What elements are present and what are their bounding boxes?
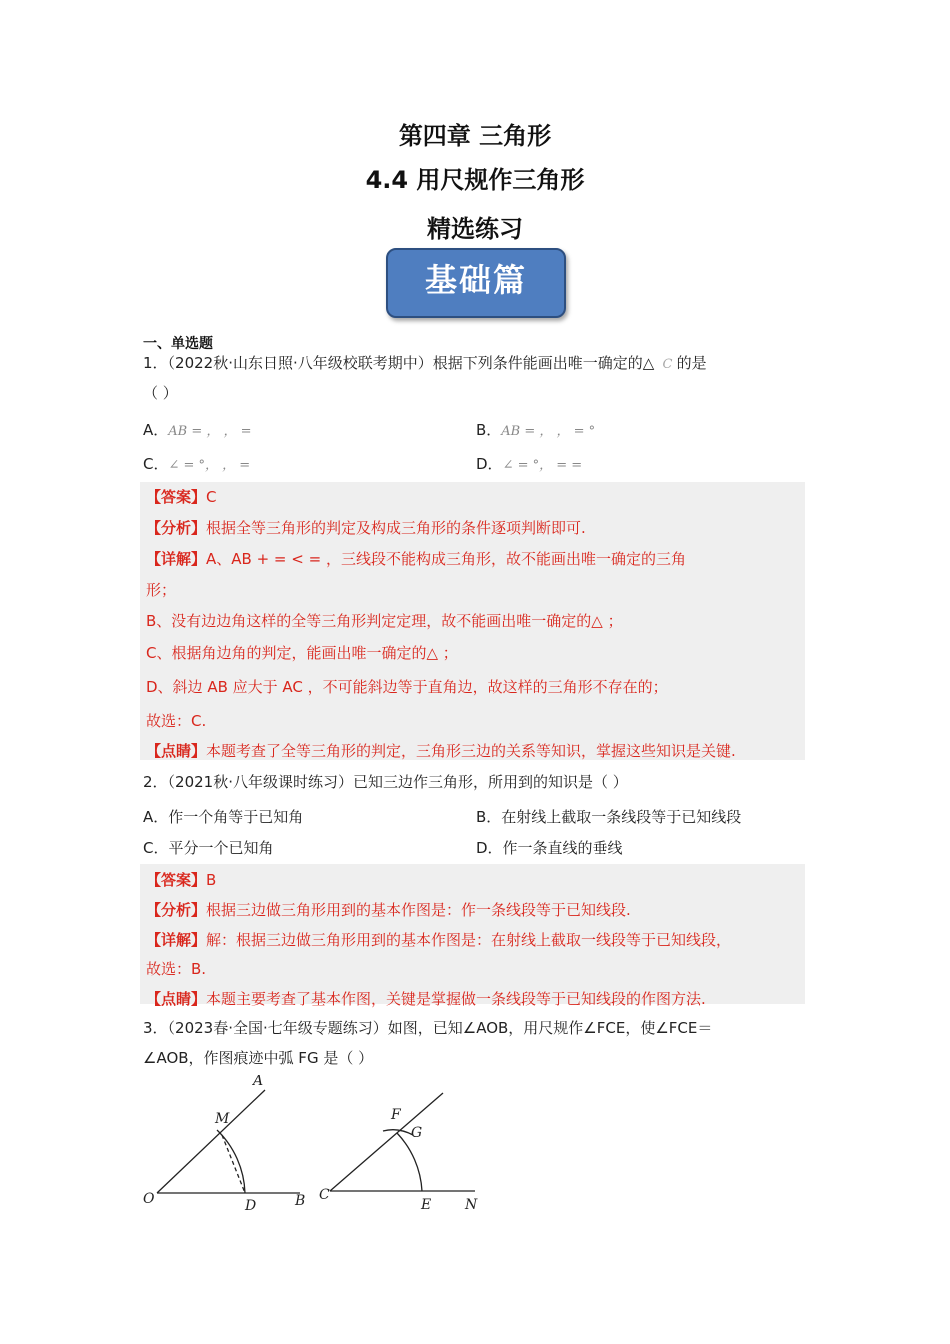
q1-detail-cont: 形； bbox=[146, 581, 177, 599]
q2-stem: 2．（2021秋·八年级课时练习）已知三边作三角形，所用到的知识是（ ） bbox=[143, 773, 628, 791]
q1-comment: 【点睛】本题考查了全等三角形的判定，三角形三边的关系等知识，掌握这些知识是关键. bbox=[146, 742, 736, 760]
q2-choice: 故选：B. bbox=[146, 960, 207, 978]
section-label: 一、单选题 bbox=[143, 336, 213, 352]
label-a: A bbox=[253, 1075, 264, 1089]
q1-option-a-math: AB = ， ， = bbox=[168, 424, 252, 439]
badge-label: 基础篇 bbox=[424, 261, 527, 299]
q2-analysis: 【分析】根据三边做三角形用到的基本作图是：作一条线段等于已知线段. bbox=[146, 901, 631, 919]
q1-detail-d: D、斜边 AB 应大于 AC ，不可能斜边等于直角边，故这样的三角形不存在的； bbox=[146, 678, 668, 696]
dashed-md bbox=[222, 1135, 245, 1193]
q1-analysis: 【分析】根据全等三角形的判定及构成三角形的条件逐项判断即可. bbox=[146, 519, 586, 537]
q1-option-d-math: ∠ = °， = = bbox=[502, 458, 583, 473]
section-title: 4.4 用尺规作三角形 bbox=[365, 166, 585, 194]
ray-cf bbox=[330, 1093, 443, 1191]
q2-comment: 【点睛】本题主要考查了基本作图，关键是掌握做一条线段等于已知线段的作图方法. bbox=[146, 990, 706, 1008]
q1-option-c[interactable] bbox=[143, 453, 250, 474]
label-c: C bbox=[319, 1187, 330, 1203]
q1-option-a-label: A． bbox=[143, 421, 169, 439]
label-m: M bbox=[215, 1111, 230, 1127]
q1-option-c-math: ∠ = °， ， = bbox=[168, 458, 251, 473]
q1-stem: 1．（2022秋·山东日照·八年级校联考期中）根据下列条件能画出唯一确定的△ C 的是 bbox=[143, 354, 707, 372]
q2-detail: 【详解】解：根据三边做三角形用到的基本作图是：在射线上截取一线段等于已知线段， bbox=[146, 931, 732, 949]
q1-paren: （ ） bbox=[143, 384, 178, 402]
q1-stem-tail: 的是 bbox=[676, 354, 707, 372]
label-e: E bbox=[421, 1197, 432, 1213]
level-badge bbox=[386, 248, 566, 318]
q2-option-a[interactable]: A．作一个角等于已知角 bbox=[143, 808, 304, 826]
q2-option-c[interactable]: C．平分一个已知角 bbox=[143, 839, 274, 857]
q1-choice: 故选：C. bbox=[146, 712, 207, 730]
label-o: O bbox=[143, 1191, 155, 1207]
q1-option-b-label: B． bbox=[476, 421, 502, 439]
q3-stem-line2: ∠AOB，作图痕迹中弧 FG 是（ ） bbox=[143, 1049, 374, 1067]
figure-angle-aob bbox=[157, 1090, 300, 1193]
chapter-title: 第四章 三角形 bbox=[398, 122, 552, 150]
q1-answer-box bbox=[140, 482, 805, 760]
q2-answer-box bbox=[140, 864, 805, 1008]
q1-stem-text: 1．（2022秋·山东日照·八年级校联考期中）根据下列条件能画出唯一确定的△ bbox=[143, 354, 655, 372]
q1-detail-b: B、没有边边角这样的全等三角形判定定理，故不能画出唯一确定的△ ； bbox=[146, 612, 623, 630]
label-g: G bbox=[411, 1125, 423, 1141]
label-d: D bbox=[245, 1198, 257, 1214]
q1-detail-c: C、根据角边角的判定，能画出唯一确定的△ ； bbox=[146, 644, 458, 662]
figure-angle-fce bbox=[330, 1093, 475, 1191]
q1-detail: 【详解】A、AB + = < = ，三线段不能构成三角形，故不能画出唯一确定的三角 bbox=[146, 550, 686, 568]
q1-option-d[interactable] bbox=[476, 453, 582, 474]
q3-figure bbox=[135, 1075, 495, 1220]
q1-option-c-label: C． bbox=[143, 455, 169, 473]
q2-answer: 【答案】B bbox=[146, 871, 217, 889]
ray-oa bbox=[157, 1090, 265, 1193]
label-b: B bbox=[295, 1193, 306, 1209]
q1-option-b[interactable] bbox=[476, 419, 595, 440]
q1-option-b-math: AB = ， ， = ° bbox=[501, 424, 596, 439]
q1-option-d-label: D． bbox=[476, 455, 503, 473]
q1-answer: 【答案】C bbox=[146, 488, 217, 506]
subtitle: 精选练习 bbox=[427, 215, 523, 243]
arc-ge bbox=[397, 1133, 422, 1191]
q3-stem-line1: 3．（2023春·全国·七年级专题练习）如图，已知∠AOB，用尺规作∠FCE，使∠FCE＝ bbox=[143, 1019, 713, 1037]
q1-option-a[interactable] bbox=[143, 419, 252, 440]
q2-option-d[interactable]: D．作一条直线的垂线 bbox=[476, 839, 623, 857]
label-f: F bbox=[391, 1107, 401, 1123]
q2-option-b[interactable]: B．在射线上截取一条线段等于已知线段 bbox=[476, 808, 742, 826]
label-n: N bbox=[465, 1197, 478, 1213]
